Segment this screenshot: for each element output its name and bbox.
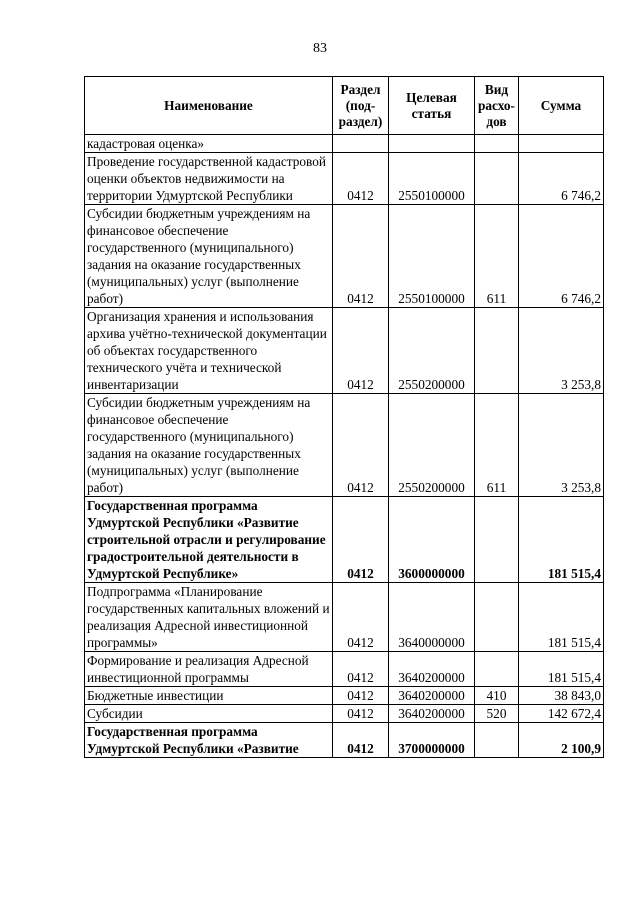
cell-code: 2550200000: [389, 394, 475, 497]
cell-section: 0412: [333, 723, 389, 758]
cell-type: [475, 723, 519, 758]
cell-type: [475, 153, 519, 205]
cell-name: Формирование и реализация Адресной инвестиционной программы: [85, 652, 333, 687]
cell-name: Субсидии бюджетным учреждениям на финансовое обеспечение государственного (муниципального) задания на оказание государственных (муниципальных) услуг (выполнение работ): [85, 394, 333, 497]
cell-section: 0412: [333, 497, 389, 583]
header-section: Раздел (под-раздел): [333, 77, 389, 135]
table-row: [85, 308, 604, 394]
cell-code: 3700000000: [389, 723, 475, 758]
cell-type: 520: [475, 705, 519, 723]
header-code: Целевая статья: [389, 77, 475, 135]
cell-section: 0412: [333, 705, 389, 723]
table-row: [85, 723, 604, 758]
cell-name: Бюджетные инвестиции: [85, 687, 333, 705]
table-row: [85, 497, 604, 583]
cell-sum: [519, 135, 604, 153]
cell-name: кадастровая оценка»: [85, 135, 333, 153]
cell-name: Организация хранения и использования архива учётно-технической документации об объектах государственного технического учёта и технической инвентаризации: [85, 308, 333, 394]
table-row: [85, 652, 604, 687]
cell-sum: 6 746,2: [519, 205, 604, 308]
cell-type: [475, 497, 519, 583]
cell-section: 0412: [333, 394, 389, 497]
cell-type: [475, 652, 519, 687]
page-number: 83: [313, 41, 327, 56]
table-body: [85, 135, 604, 758]
cell-code: 2550100000: [389, 205, 475, 308]
cell-type: [475, 135, 519, 153]
cell-code: 2550200000: [389, 308, 475, 394]
cell-type: 611: [475, 394, 519, 497]
cell-type: [475, 308, 519, 394]
cell-section: 0412: [333, 205, 389, 308]
cell-type: 410: [475, 687, 519, 705]
cell-sum: 181 515,4: [519, 583, 604, 652]
header-type: Вид расхо-дов: [475, 77, 519, 135]
cell-sum: 142 672,4: [519, 705, 604, 723]
cell-name: Государственная программа Удмуртской Республики «Развитие строительной отрасли и регулирование градостроительной деятельности в Удмуртской Республике»: [85, 497, 333, 583]
cell-sum: 3 253,8: [519, 308, 604, 394]
cell-name: Субсидии: [85, 705, 333, 723]
cell-section: [333, 135, 389, 153]
cell-code: 3640200000: [389, 705, 475, 723]
cell-section: 0412: [333, 687, 389, 705]
cell-code: [389, 135, 475, 153]
cell-code: 3640200000: [389, 652, 475, 687]
header-sum: Сумма: [519, 77, 604, 135]
cell-sum: 2 100,9: [519, 723, 604, 758]
cell-code: 3600000000: [389, 497, 475, 583]
cell-code: 2550100000: [389, 153, 475, 205]
cell-sum: 6 746,2: [519, 153, 604, 205]
cell-section: 0412: [333, 583, 389, 652]
cell-type: [475, 583, 519, 652]
cell-type: 611: [475, 205, 519, 308]
table-row: [85, 705, 604, 723]
cell-sum: 181 515,4: [519, 497, 604, 583]
cell-section: 0412: [333, 153, 389, 205]
cell-sum: 3 253,8: [519, 394, 604, 497]
table-row: [85, 153, 604, 205]
table-header: [85, 77, 604, 135]
cell-name: Государственная программа Удмуртской Республики «Развитие: [85, 723, 333, 758]
table-row: [85, 205, 604, 308]
cell-sum: 38 843,0: [519, 687, 604, 705]
cell-code: 3640200000: [389, 687, 475, 705]
cell-section: 0412: [333, 308, 389, 394]
cell-code: 3640000000: [389, 583, 475, 652]
cell-name: Подпрограмма «Планирование государственных капитальных вложений и реализация Адресной инвестиционной программы»: [85, 583, 333, 652]
budget-table: [84, 76, 604, 758]
cell-name: Проведение государственной кадастровой оценки объектов недвижимости на территории Удмуртской Республики: [85, 153, 333, 205]
cell-sum: 181 515,4: [519, 652, 604, 687]
table-row: [85, 394, 604, 497]
cell-name: Субсидии бюджетным учреждениям на финансовое обеспечение государственного (муниципального) задания на оказание государственных (муниципальных) услуг (выполнение работ): [85, 205, 333, 308]
table-row: [85, 687, 604, 705]
cell-section: 0412: [333, 652, 389, 687]
header-name: Наименование: [85, 77, 333, 135]
table-row: [85, 135, 604, 153]
table-row: [85, 583, 604, 652]
